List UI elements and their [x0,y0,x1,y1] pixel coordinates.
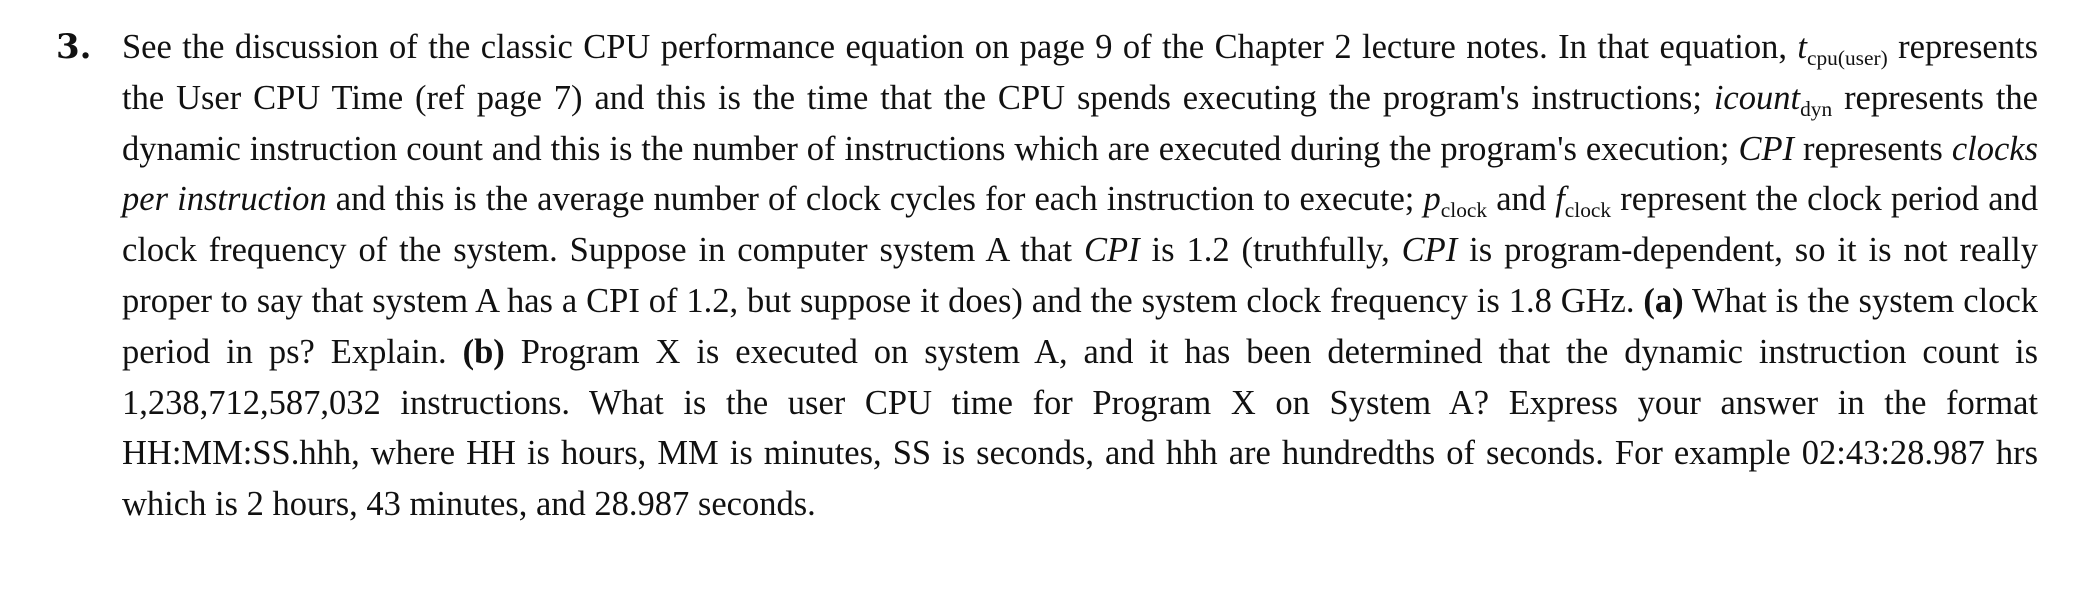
subscript-clock: clock [1564,198,1612,223]
subscript-cpu-user: cpu(user) [1806,45,1888,70]
text-segment-9: What is the system clock period in ps? Explain. [122,281,2039,371]
subscript-dyn: dyn [1800,96,1833,121]
symbol-icount-dyn: icount$_{dyn}$ [1713,78,1833,121]
symbol-cpi: CPI [1083,231,1140,270]
symbol-t-cpu-user: $t_{cpu(user)}$ [1797,28,1888,70]
text-segment-5: and this is the average number of clock cycles for each instruction to execute; [335,180,1415,219]
problem-number: 3. [56,27,92,67]
text-segment-2: represents the User CPU Time (ref page 7) and this is the time that the CPU spends executing the program's instructions; [122,28,2038,117]
text-segment-10: Program X is executed on system A, and it has been determined that the dynamic instruction count is 1,238,712,587,032 instructions. What is the user CPU time for Program X on System A? Express your answer in the format HH:MM:SS.hhh, where HH is hours, MM is minutes, SS is seconds, and hhh are hundredths of seconds. For example 02:43:28.987 hrs which is 2 hours, 43 minutes, and 28.987 seconds. [122,332,2039,524]
text-segment-1: See the discussion of the classic CPU performance equation on page 9 of the Chapter 2 lecture notes. In that equation, [122,28,1787,66]
problem-text [122,22,2038,530]
part-b-label: (b) [462,332,505,371]
symbol-cpi: CPI [1738,129,1795,168]
text-segment-4: represents [1803,129,1943,168]
text-segment-7: is 1.2 (truthfully, [1151,231,1390,270]
symbol-cpi: CPI [1401,231,1458,270]
problem-3 [56,22,2038,530]
text-segment-6: represent the clock period and clock frequency of the system. Suppose in computer system A that [122,180,2039,270]
part-a-label: (a) [1643,281,1684,320]
symbol-p-clock: $p_{clock}$ [1423,180,1488,223]
text-segment-3: represents the dynamic instruction count and this is the number of instructions which are executed during the program's execution; [122,78,2038,168]
term-clocks-per-instruction: clocks per instruction [122,129,2039,219]
subscript-clock: clock [1440,198,1488,223]
text-and: and [1496,180,1547,219]
symbol-f-clock: $f_{clock}$ [1555,180,1612,223]
text-segment-8: is program-dependent, so it is not really proper to say that system A has a CPI of 1.2, but suppose it does) and the system clock frequency is 1.8 GHz. [122,231,2039,320]
